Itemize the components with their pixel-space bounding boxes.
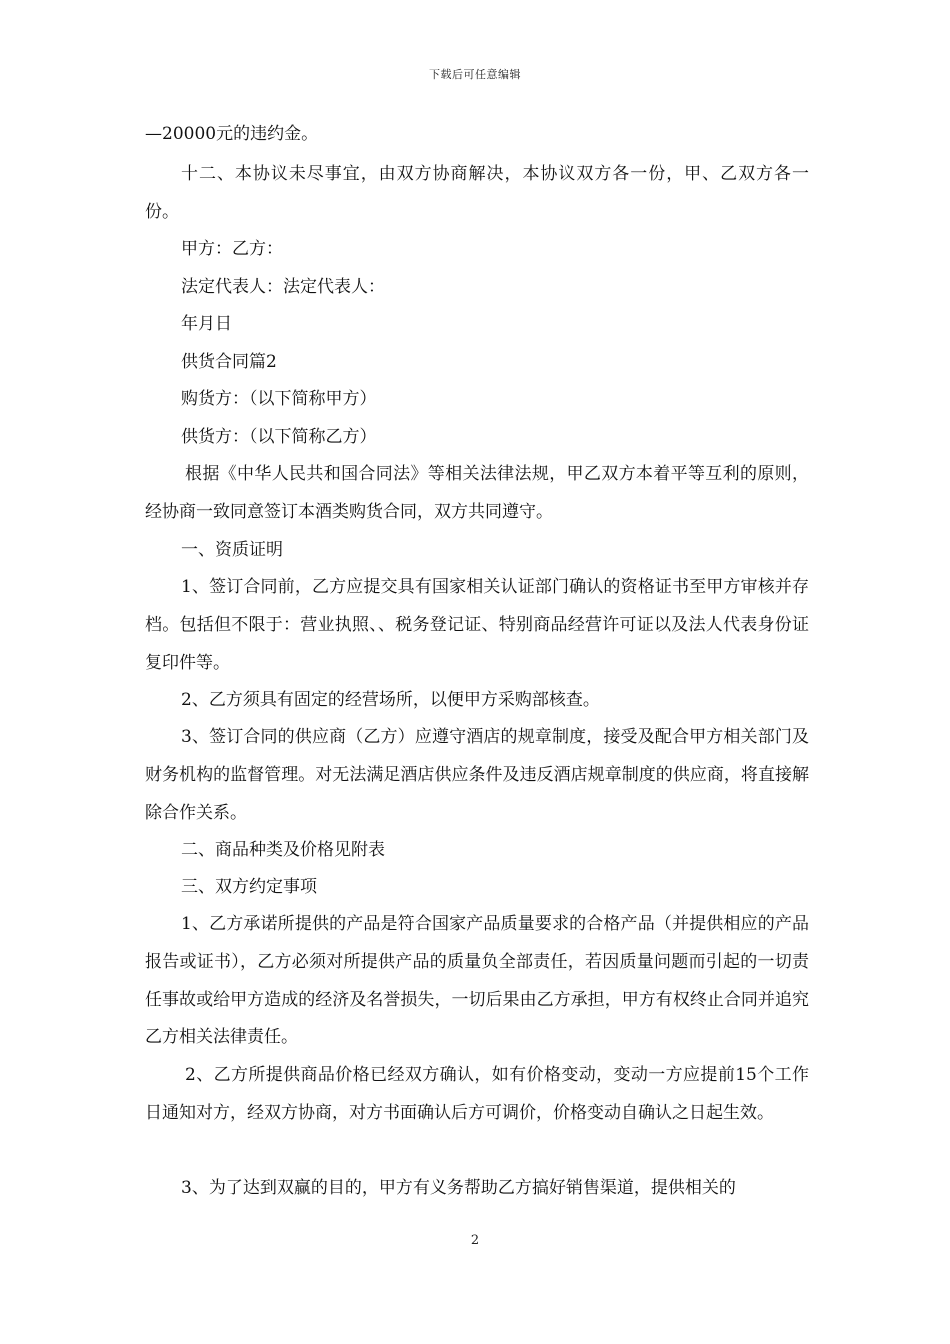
paragraph-preamble: 根据《中华人民共和国合同法》等相关法律法规，甲乙双方本着平等互利的原则，经协商一致同意签订本酒类购货合同，双方共同遵守。 — [145, 464, 809, 522]
page-number: 2 — [470, 1233, 480, 1248]
page-header: 下载后可任意编辑 — [429, 68, 521, 81]
paragraph-penalty-continuation: —20000元的违约金。 — [145, 124, 319, 144]
paragraph-qualification-1: 1、签订合同前，乙方应提交具有国家相关认证部门确认的资格证书至甲方审核并存档。包括但不限于：营业执照、、税务登记证、特别商品经营许可证以及法人代表身份证复印件等。 — [145, 577, 809, 673]
paragraph-qualification-3: 3、签订合同的供应商（乙方）应遵守酒店的规章制度，接受及配合甲方相关部门及财务机构的监督管理。对无法满足酒店供应条件及违反酒店规章制度的供应商，将直接解除合作关系。 — [145, 727, 809, 823]
heading-agreed-matters: 三、双方约定事项 — [181, 877, 317, 897]
paragraph-agreed-matters-1: 1、乙方承诺所提供的产品是符合国家产品质量要求的合格产品（并提供相应的产品报告或证书），乙方必须对所提供产品的质量负全部责任，若因质量问题而引起的一切责任事故或给甲方造成的经济及名誉损失，一切后果由乙方承担，甲方有权终止合同并追究乙方相关法律责任。 — [145, 914, 809, 1048]
signature-date-line: 年月日 — [181, 314, 232, 334]
section-title-contract-2: 供货合同篇2 — [181, 352, 277, 372]
signature-party-line: 甲方：乙方： — [181, 239, 283, 259]
paragraph-qualification-2: 2、乙方须具有固定的经营场所，以便甲方采购部核查。 — [181, 690, 600, 710]
buyer-party-line: 购货方：（以下简称甲方） — [181, 389, 377, 409]
signature-representative-line: 法定代表人：法定代表人： — [181, 277, 385, 297]
heading-qualification: 一、资质证明 — [181, 540, 283, 560]
heading-goods-and-prices: 二、商品种类及价格见附表 — [181, 840, 385, 860]
paragraph-agreed-matters-3: 3、为了达到双赢的目的，甲方有义务帮助乙方搞好销售渠道，提供相关的 — [181, 1178, 736, 1198]
paragraph-clause-12: 十二、本协议未尽事宜，由双方协商解决，本协议双方各一份，甲、乙双方各一份。 — [145, 164, 809, 222]
paragraph-agreed-matters-2: 2、乙方所提供商品价格已经双方确认，如有价格变动，变动一方应提前15个工作日通知对方，经双方协商，对方书面确认后方可调价，价格变动自确认之日起生效。 — [145, 1065, 809, 1123]
supplier-party-line: 供货方：（以下简称乙方） — [181, 427, 377, 447]
